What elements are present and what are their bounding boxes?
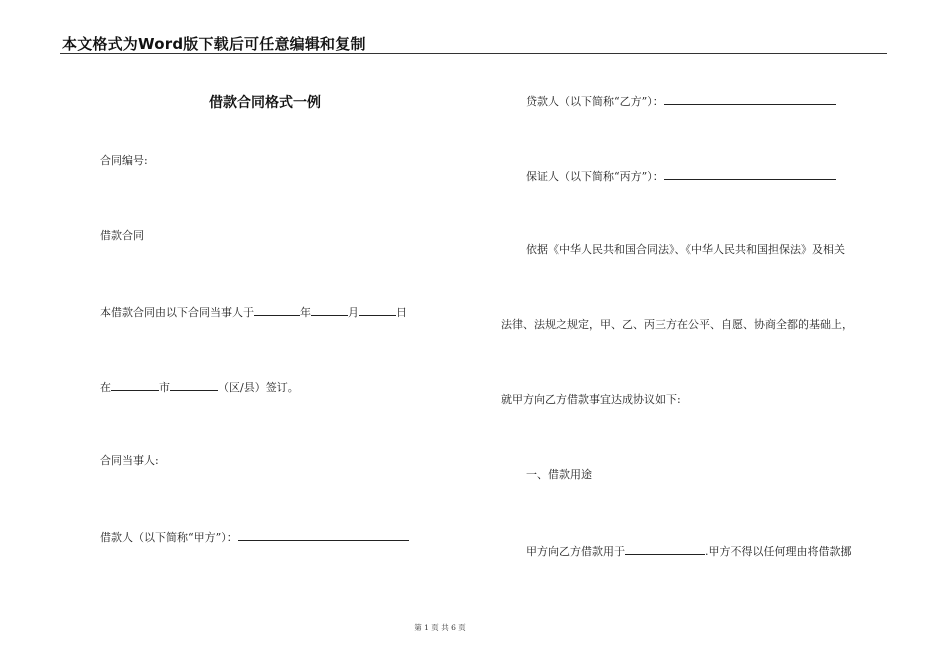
lender-label: 贷款人（以下简称“乙方”）： bbox=[526, 95, 664, 108]
borrower-blank bbox=[238, 529, 409, 541]
guarantor-blank bbox=[664, 168, 836, 180]
guarantor-line bbox=[526, 168, 836, 184]
month-label: 月 bbox=[348, 306, 359, 319]
date-prefix: 本借款合同由以下合同当事人于 bbox=[100, 306, 254, 319]
document-banner: 本文格式为Word版下载后可任意编辑和复制 bbox=[62, 35, 366, 53]
legal-basis-line-3: 就甲方向乙方借款事宜达成协议如下: bbox=[501, 393, 681, 406]
legal-basis-line-1: 依据《中华人民共和国合同法》、《中华人民共和国担保法》及相关 bbox=[526, 243, 845, 256]
lender-blank bbox=[664, 93, 836, 105]
signing-date-line bbox=[100, 304, 407, 320]
contract-number-label: 合同编号: bbox=[100, 154, 148, 167]
city-blank bbox=[111, 379, 159, 391]
month-blank bbox=[311, 304, 348, 316]
lender-line bbox=[526, 93, 836, 109]
loan-purpose-line bbox=[526, 543, 852, 559]
year-label: 年 bbox=[300, 306, 311, 319]
year-blank bbox=[254, 304, 300, 316]
signing-place-line bbox=[100, 379, 299, 395]
purpose-prefix: 甲方向乙方借款用于 bbox=[526, 545, 625, 558]
borrower-line bbox=[100, 529, 409, 545]
day-blank bbox=[359, 304, 396, 316]
city-label: 市 bbox=[159, 381, 170, 394]
section-1-heading: 一、借款用途 bbox=[526, 468, 592, 481]
district-label: （区/县）签订。 bbox=[218, 381, 299, 394]
page-number: 第 1 页 共 6 页 bbox=[414, 623, 466, 632]
district-blank bbox=[170, 379, 218, 391]
day-label: 日 bbox=[396, 306, 407, 319]
contract-heading: 借款合同 bbox=[100, 229, 144, 242]
legal-basis-line-2: 法律、法规之规定，甲、乙、丙三方在公平、自愿、协商全都的基础上， bbox=[501, 318, 853, 331]
parties-label: 合同当事人: bbox=[100, 454, 159, 467]
place-prefix: 在 bbox=[100, 381, 111, 394]
banner-divider bbox=[60, 53, 887, 54]
purpose-suffix: .甲方不得以任何理由将借款挪 bbox=[705, 545, 852, 558]
page-title: 借款合同格式一例 bbox=[209, 95, 321, 111]
borrower-label: 借款人（以下简称“甲方”）： bbox=[100, 531, 238, 544]
purpose-blank bbox=[625, 543, 705, 555]
guarantor-label: 保证人（以下简称“丙方”）： bbox=[526, 170, 664, 183]
